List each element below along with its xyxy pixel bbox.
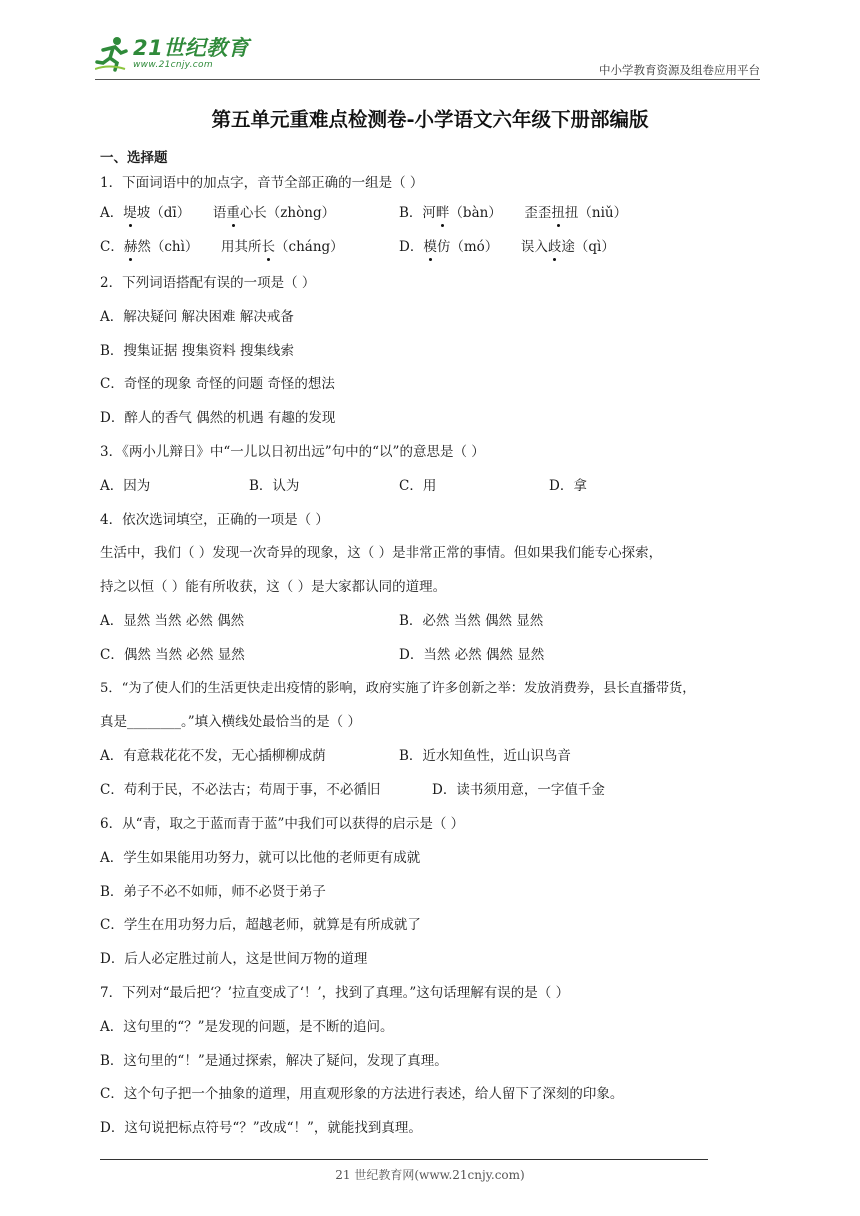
q1-option-d-word1: D．模仿（mó） [399,239,499,255]
runner-logo-icon [95,36,129,72]
logo-title: 21世纪教育 [133,36,250,60]
q1-option-a-word2: 语重心长（zhòng） [212,205,336,221]
q1-option-b-word2: 歪歪扭扭（niǔ） [524,205,628,221]
q3-option-c[interactable]: C．用 [399,478,437,494]
q6-option-d[interactable]: D．后人必定胜过前人，这是世间万物的道理 [100,951,368,967]
header-platform-text: 中小学教育资源及组卷应用平台 [599,63,760,77]
q7-option-b[interactable]: B．这句里的“！”是通过探索，解决了疑问，发现了真理。 [100,1053,448,1069]
q5-option-d[interactable]: D．读书须用意，一字值千金 [432,782,605,798]
q4-option-a[interactable]: A．显然 当然 必然 偶然 [100,613,245,629]
q1-option-b[interactable] [399,207,627,221]
q3-option-b[interactable]: B．认为 [249,478,300,494]
page-title: 第五单元重难点检测卷-小学语文六年级下册部编版 [211,108,649,131]
q6-option-a[interactable]: A．学生如果能用功努力，就可以比他的老师更有成就 [100,850,421,866]
q2-option-d[interactable]: D．醉人的香气 偶然的机遇 有趣的发现 [100,410,336,426]
q1-option-c-word2: 用其所长（cháng） [221,239,344,255]
q1-option-d[interactable] [399,241,615,255]
q6-option-c[interactable]: C．学生在用功努力后，超越老师，就算是有所成就了 [100,917,421,933]
question-1-stem: 1．下面词语中的加点字，音节全部正确的一组是（ ） [100,175,424,191]
question-4-stem: 4．依次选词填空，正确的一项是（ ） [100,512,329,528]
q4-option-b[interactable]: B．必然 当然 偶然 显然 [399,613,544,629]
q5-option-c[interactable]: C．苟利于民，不必法古；苟周于事，不必循旧 [100,782,381,798]
q4-passage-line-1: 生活中，我们（ ）发现一次奇异的现象，这（ ）是非常正常的事情。但如果我们能专心探索， [100,545,663,561]
section-heading: 一、选择题 [100,150,168,166]
header-divider [95,79,760,80]
q4-option-c[interactable]: C．偶然 当然 必然 显然 [100,647,245,663]
q6-option-b[interactable]: B．弟子不必不如师，师不必贤于弟子 [100,884,326,900]
q7-option-a[interactable]: A．这句里的“？”是发现的问题，是不断的追问。 [100,1019,394,1035]
q5-option-b[interactable]: B．近水知鱼性，近山识鸟音 [399,748,571,764]
footer-link[interactable]: 21 世纪教育网(www.21cnjy.com) [335,1168,525,1182]
q1-option-c[interactable] [100,241,344,255]
q1-option-d-word2: 误入歧途（qì） [520,239,615,255]
question-5-stem-line-2: 真是________。”填入横线处最恰当的是（ ） [100,714,361,730]
q2-option-c[interactable]: C．奇怪的现象 奇怪的问题 奇怪的想法 [100,376,335,392]
logo-url: www.21cnjy.com [133,60,213,70]
question-3-stem: 3．《两小儿辩日》中“一儿以日初出远”句中的“以”的意思是（ ） [100,444,485,460]
footer-divider [100,1159,708,1160]
question-5-stem-line-1: 5．“为了使人们的生活更快走出疫情的影响，政府实施了许多创新之举：发放消费券，县长直播带货， [100,681,696,696]
q2-option-a[interactable]: A．解决疑问 解决困难 解决戒备 [100,309,294,325]
q1-option-b-word1: B．河畔（bàn） [399,205,502,221]
q4-passage-line-2: 持之以恒（ ）能有所收获，这（ ）是大家都认同的道理。 [100,579,447,595]
q4-option-d[interactable]: D．当然 必然 偶然 显然 [399,647,545,663]
q7-option-d[interactable]: D．这句说把标点符号“？”改成“！”，就能找到真理。 [100,1120,422,1136]
q3-option-d[interactable]: D．拿 [549,478,587,494]
q3-option-a[interactable]: A．因为 [100,478,151,494]
q1-option-a-word1: A．堤坡（dī） [100,205,191,221]
site-logo[interactable] [95,36,249,72]
question-6-stem: 6．从“青，取之于蓝而青于蓝”中我们可以获得的启示是（ ） [100,816,465,832]
page-header [95,36,760,80]
q1-option-a[interactable] [100,207,335,221]
q7-option-c[interactable]: C．这个句子把一个抽象的道理，用直观形象的方法进行表述，给人留下了深刻的印象。 [100,1086,624,1102]
q1-option-c-word1: C．赫然（chì） [100,239,199,255]
question-7-stem: 7．下列对“最后把‘？’拉直变成了‘！’，找到了真理。”这句话理解有误的是（ ） [100,985,570,1001]
question-2-stem: 2．下列词语搭配有误的一项是（ ） [100,275,316,291]
q5-option-a[interactable]: A．有意栽花花不发，无心插柳柳成荫 [100,748,326,764]
q2-option-b[interactable]: B．搜集证据 搜集资料 搜集线索 [100,343,295,359]
